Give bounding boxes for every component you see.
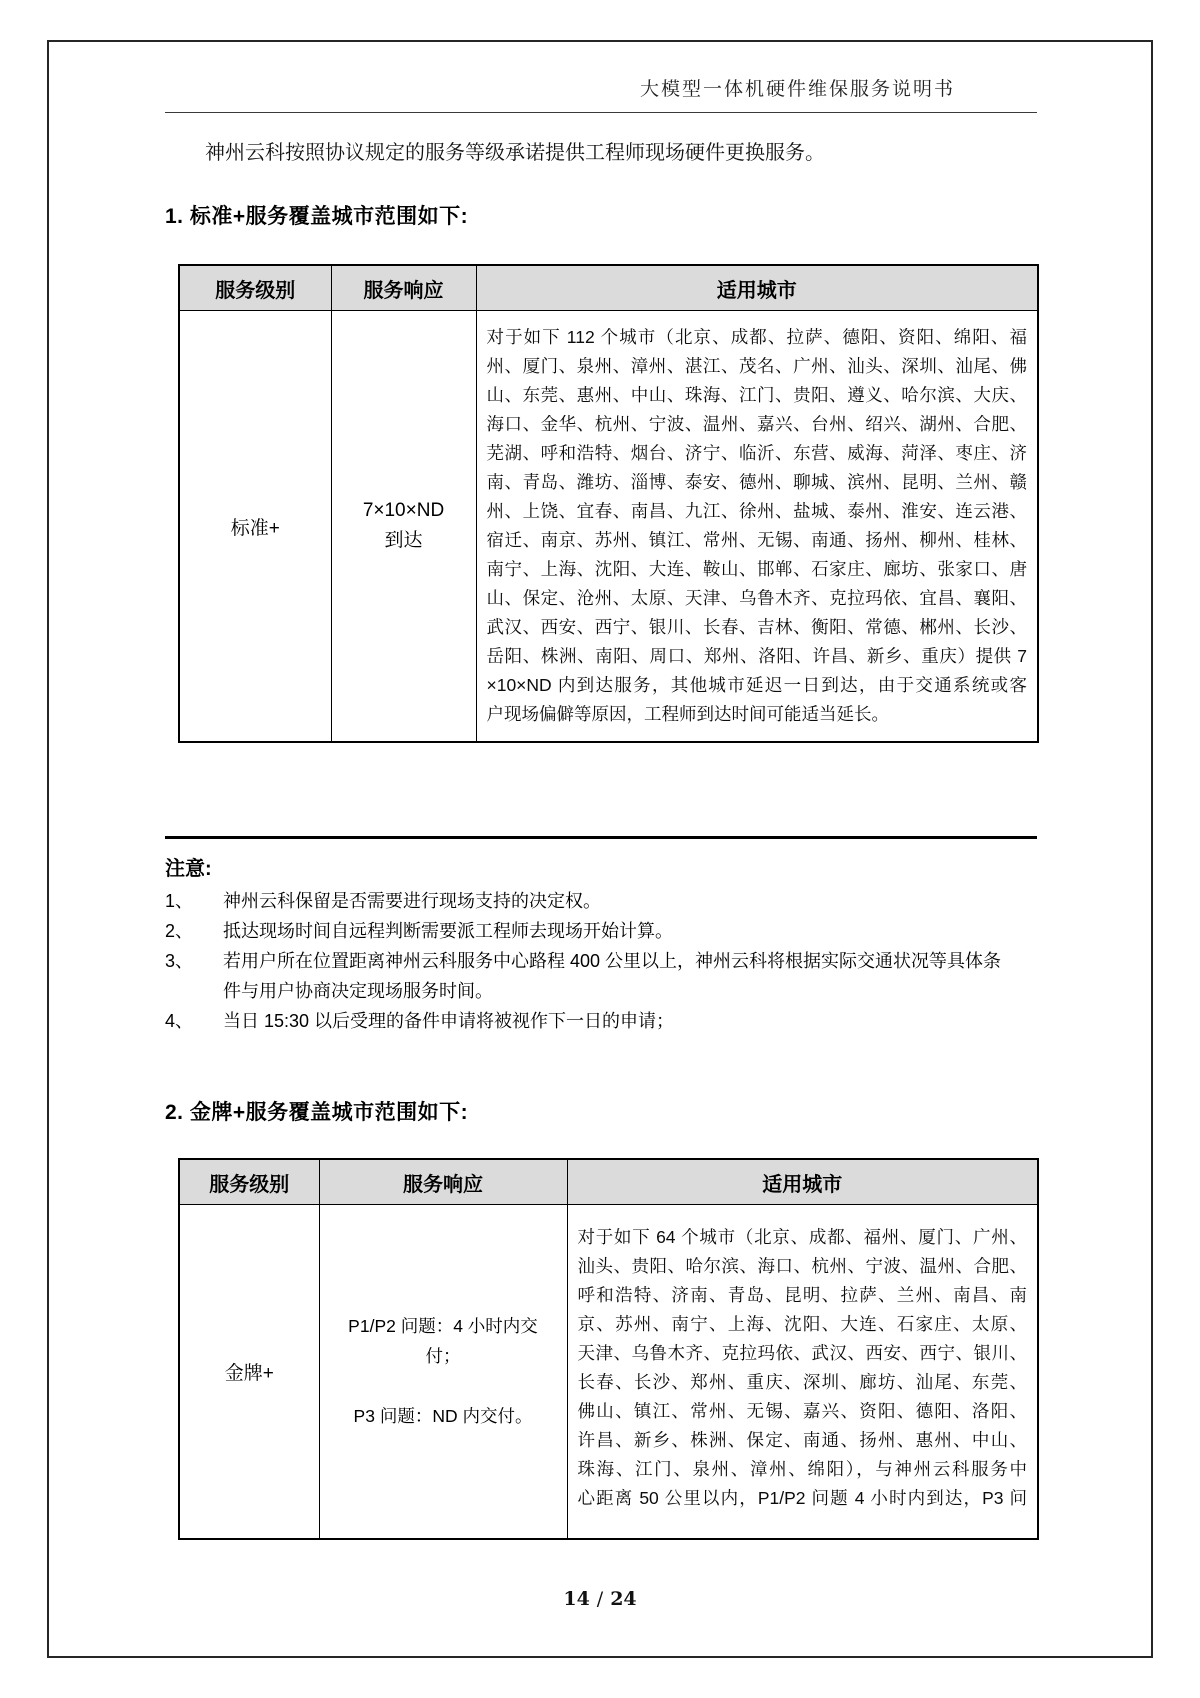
note-line: 神州云科保留是否需要进行现场支持的决定权。 xyxy=(223,891,601,911)
header-rule xyxy=(165,112,1037,113)
note-line: 若用户所在位置距离神州云科服务中心路程 400 公里以上，神州云科将根据实际交通状况等具体条 xyxy=(223,951,1002,971)
cities-line: 心距离 50 公里以内，P1/P2 问题 4 小时内到达，P3 问 xyxy=(577,1488,1027,1508)
note-line: 当日 15:30 以后受理的备件申请将被视作下一日的申请； xyxy=(223,1011,675,1031)
note-item xyxy=(165,886,1037,916)
header-title: 大模型一体机硬件维保服务说明书 xyxy=(639,78,955,100)
table-header-row xyxy=(179,1159,1038,1205)
service-response-cell xyxy=(319,1205,567,1539)
cities-line: 岳阳、株洲、南阳、周口、郑州、洛阳、许昌、新乡、重庆）提供 7 xyxy=(486,646,1027,666)
col-header-applicable-cities: 适用城市 xyxy=(476,265,1038,311)
cities-line: 长春、长沙、郑州、重庆、深圳、廊坊、汕尾、东莞、 xyxy=(577,1372,1027,1392)
intro-paragraph: 神州云科按照协议规定的服务等级承诺提供工程师现场硬件更换服务。 xyxy=(205,142,825,164)
service-level-cell: 标准+ xyxy=(179,311,331,743)
col-header-service-response: 服务响应 xyxy=(331,265,476,311)
response-line: 7×10×ND xyxy=(362,500,445,521)
page-number: 14 xyxy=(563,1588,590,1610)
cities-line: 对于如下 64 个城市（北京、成都、福州、厦门、广州、 xyxy=(577,1227,1027,1247)
cities-line: 天津、乌鲁木齐、克拉玛依、武汉、西安、西宁、银川、 xyxy=(577,1343,1027,1363)
response-line: 到达 xyxy=(384,530,423,551)
cities-line: 许昌、新乡、株洲、保定、南通、扬州、惠州、中山、 xyxy=(577,1430,1027,1450)
note-text xyxy=(223,1006,1037,1036)
col-header-applicable-cities: 适用城市 xyxy=(567,1159,1038,1205)
section1-heading: 1. 标准+服务覆盖城市范围如下: xyxy=(165,205,469,228)
section-divider-rule xyxy=(165,836,1037,839)
gold-service-table xyxy=(178,1158,1039,1540)
service-response-cell xyxy=(331,311,476,743)
cities-line: 对于如下 112 个城市（北京、成都、拉萨、德阳、资阳、绵阳、福 xyxy=(486,327,1027,347)
table-header-row xyxy=(179,265,1038,311)
applicable-cities-cell xyxy=(567,1205,1038,1539)
cities-line: 山、保定、沧州、太原、天津、乌鲁木齐、克拉玛依、宜昌、襄阳、 xyxy=(486,588,1027,608)
cities-line: 南宁、上海、沈阳、大连、鞍山、邯郸、石家庄、廊坊、张家口、唐 xyxy=(486,559,1027,579)
note-item xyxy=(165,916,1037,946)
cities-line: 海口、金华、杭州、宁波、温州、嘉兴、台州、绍兴、湖州、合肥、 xyxy=(486,414,1027,434)
cities-line: 宿迁、南京、苏州、镇江、常州、无锡、南通、扬州、柳州、桂林、 xyxy=(486,530,1027,550)
cities-line: 州、厦门、泉州、漳州、湛江、茂名、广州、汕头、深圳、汕尾、佛 xyxy=(486,356,1027,376)
applicable-cities-cell xyxy=(476,311,1038,743)
response-line: P1/P2 问题：4 小时内交 xyxy=(348,1316,538,1337)
response-line xyxy=(320,1371,567,1401)
cities-line: 武汉、西安、西宁、银川、长春、吉林、衡阳、常德、郴州、长沙、 xyxy=(486,617,1027,637)
note-number: 3、 xyxy=(165,951,194,971)
table-row xyxy=(179,1205,1038,1539)
cities-line: 京、苏州、南宁、上海、沈阳、大连、石家庄、太原、 xyxy=(577,1314,1027,1334)
notes-list xyxy=(165,886,1037,1036)
total-pages: 24 xyxy=(610,1588,637,1610)
cities-line: ×10×ND 内到达服务，其他城市延迟一日到达，由于交通系统或客 xyxy=(486,675,1027,695)
col-header-service-level: 服务级别 xyxy=(179,1159,319,1205)
cities-line: 山、东莞、惠州、中山、珠海、江门、贵阳、遵义、哈尔滨、大庆、 xyxy=(486,385,1027,405)
cities-line: 珠海、江门、泉州、漳州、绵阳），与神州云科服务中 xyxy=(577,1459,1027,1479)
note-item xyxy=(165,946,1037,1006)
note-text xyxy=(223,946,1037,1006)
standard-service-table xyxy=(178,264,1039,743)
note-number: 4、 xyxy=(165,1011,194,1031)
cities-line: 汕头、贵阳、哈尔滨、海口、杭州、宁波、温州、合肥、 xyxy=(577,1256,1027,1276)
note-text xyxy=(223,916,1037,946)
note-item xyxy=(165,1006,1037,1036)
service-level-cell: 金牌+ xyxy=(179,1205,319,1539)
cities-line: 户现场偏僻等原因，工程师到达时间可能适当延长。 xyxy=(486,704,889,724)
cities-line: 州、上饶、宜春、南昌、九江、徐州、盐城、泰州、淮安、连云港、 xyxy=(486,501,1027,521)
page-number-separator: / xyxy=(596,1588,604,1610)
note-line: 抵达现场时间自远程判断需要派工程师去现场开始计算。 xyxy=(223,921,673,941)
response-line: P3 问题：ND 内交付。 xyxy=(353,1406,533,1427)
cities-line: 南、青岛、潍坊、淄博、泰安、德州、聊城、滨州、昆明、兰州、赣 xyxy=(486,472,1027,492)
response-line: 付； xyxy=(425,1346,461,1367)
col-header-service-level: 服务级别 xyxy=(179,265,331,311)
notes-title: 注意: xyxy=(165,858,212,880)
note-number: 1、 xyxy=(165,891,194,911)
cities-line: 芜湖、呼和浩特、烟台、济宁、临沂、东营、威海、菏泽、枣庄、济 xyxy=(486,443,1027,463)
section2-heading: 2. 金牌+服务覆盖城市范围如下: xyxy=(165,1101,469,1124)
note-number: 2、 xyxy=(165,921,194,941)
cities-line: 佛山、镇江、常州、无锡、嘉兴、资阳、德阳、洛阳、 xyxy=(577,1401,1027,1421)
page-footer xyxy=(0,1588,1200,1610)
cities-line: 呼和浩特、济南、青岛、昆明、拉萨、兰州、南昌、南 xyxy=(577,1285,1027,1305)
table-row xyxy=(179,311,1038,743)
col-header-service-response: 服务响应 xyxy=(319,1159,567,1205)
note-line: 件与用户协商决定现场服务时间。 xyxy=(223,981,493,1001)
note-text xyxy=(223,886,1037,916)
